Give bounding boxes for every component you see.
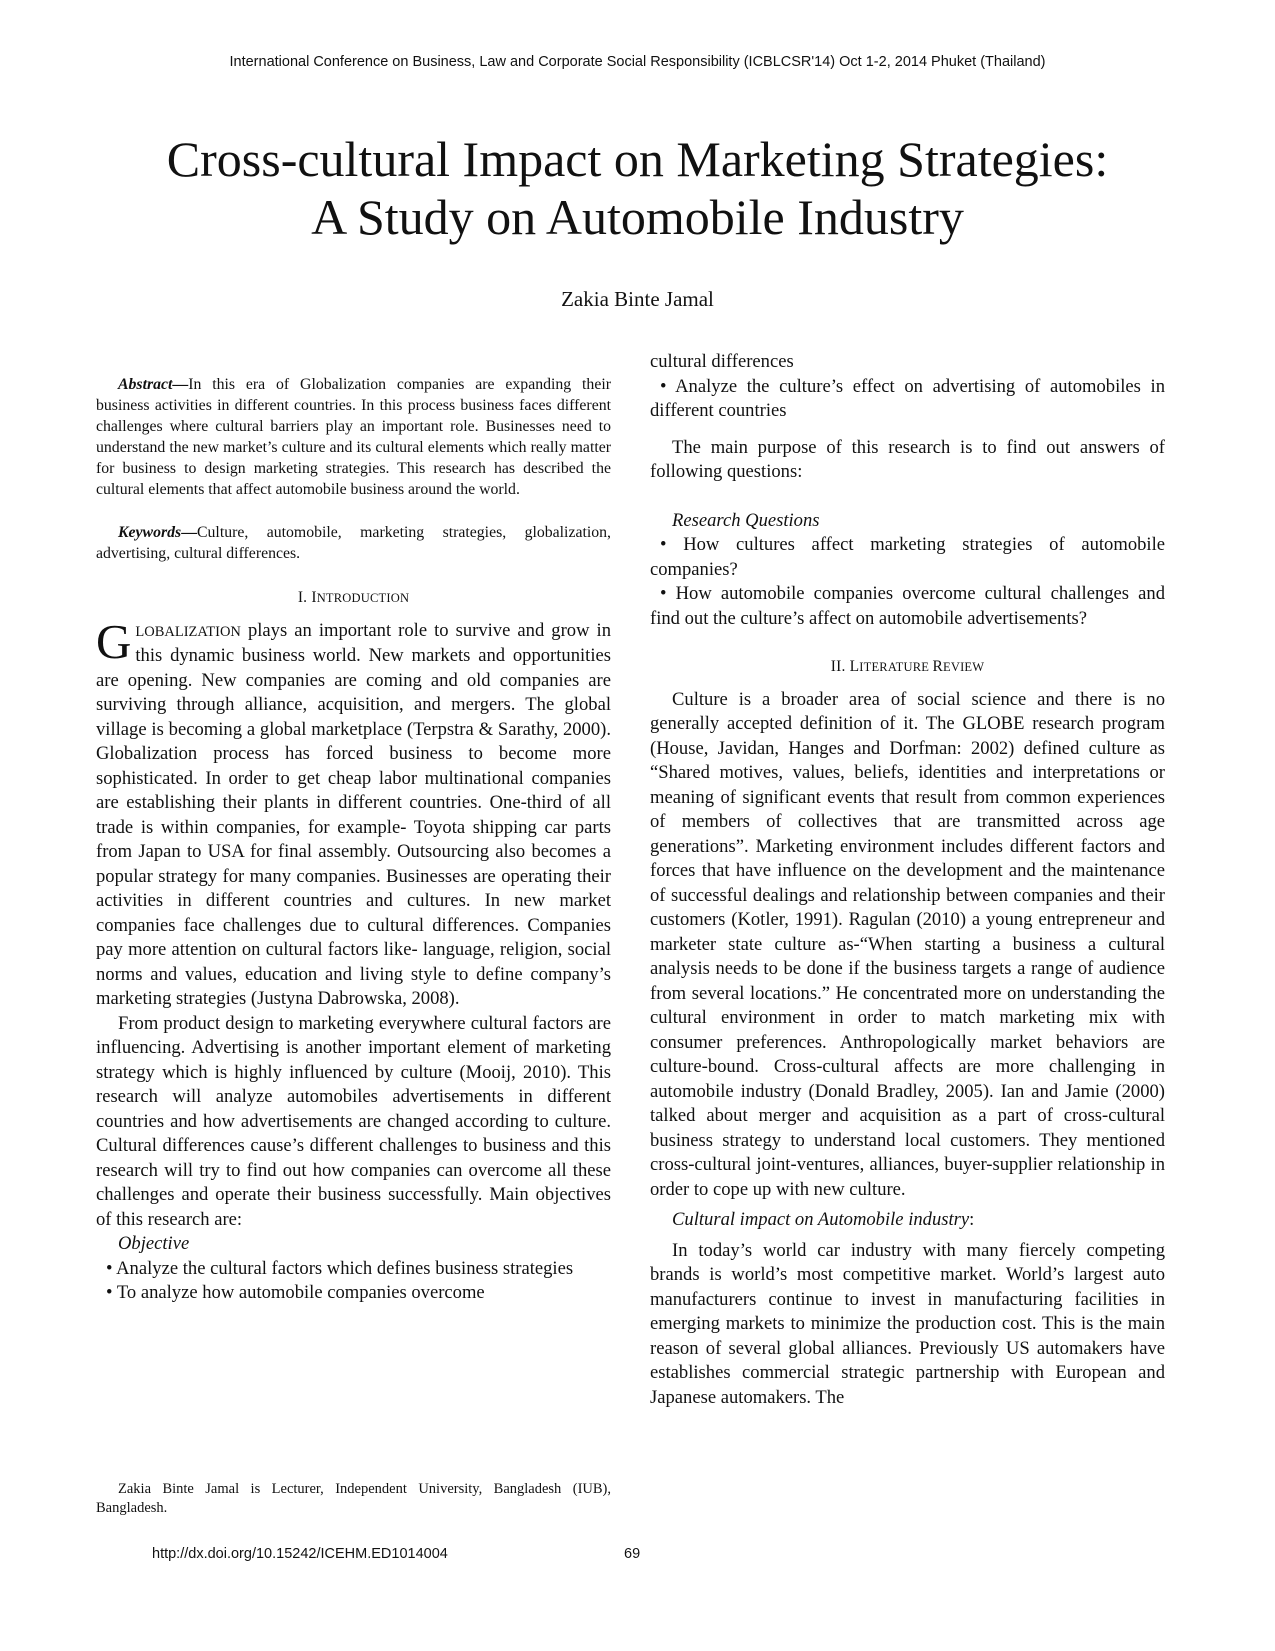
conference-header: International Conference on Business, Law and Corporate Social Responsibility (ICBLCSR'14) Oct 1-2, 2014 Phuket (Thailand) — [229, 54, 1046, 70]
purpose-paragraph: The main purpose of this research is to find out answers of following questions: — [650, 436, 1165, 482]
section-heading-literature-review: II. LITERATURE REVIEW — [830, 658, 985, 675]
intro-paragraph-1: GLOBALIZATION plays an important role to survive and grow in this dynamic business world. New markets and opportunities are opening. New companies are coming and old companies are surviving through alliance, acquisition, and mergers. The global village is becoming a global marketplace (Terpstra & Sarathy, 2000). Globalization process has forced business to become more sophisticated. In order to get cheap labor multinational companies are establishing their plants in different countries. One-third of all trade is within companies, for example- Toyota shipping car parts from Japan to USA for final assembly. Outsourcing also becomes a popular strategy for many companies. Businesses are operating their activities in different countries and cultures. In new market companies face challenges due to cultural differences. Companies pay more attention on cultural factors like- language, religion, social norms and values, education and living style to define company’s marketing strategies (Justyna Dabrowska, 2008). — [96, 613, 611, 1009]
doi-link[interactable]: http://dx.doi.org/10.15242/ICEHM.ED1014004 — [152, 1546, 448, 1562]
abstract-dash: — — [172, 376, 189, 393]
keywords-text: Culture, automobile, marketing strategies, globalization, advertising, cultural differences. — [96, 524, 611, 562]
abstract-label: Abstract — [118, 376, 173, 393]
section-heading-introduction: I. INTRODUCTION — [297, 589, 410, 606]
keywords-label: Keywords — [118, 524, 182, 541]
title-line-2: A Study on Automobile Industry — [311, 189, 964, 245]
author-footnote: Zakia Binte Jamal is Lecturer, Independent University, Bangladesh (IUB), Bangladesh. — [96, 1481, 611, 1516]
automobile-paragraph: In today’s world car industry with many fiercely competing brands is world’s most competitive market. World’s largest auto manufacturers continue to invest in manufacturing facilities in emerging markets to minimize the production cost. This is the main reason of several global alliances. Previously US automakers have establishes commercial strategic partnership with European and Japanese automakers. The — [650, 1239, 1165, 1408]
right-column — [650, 350, 1165, 1410]
subsection-heading: Cultural impact on Automobile industry: — [672, 1209, 975, 1230]
paper-title — [0, 130, 1275, 246]
page-number: 69 — [624, 1546, 641, 1562]
keywords-dash: — — [181, 524, 197, 541]
author-name: Zakia Binte Jamal — [561, 287, 714, 311]
literature-paragraph: Culture is a broader area of social science and there is no generally accepted definition of it. The GLOBE research program (House, Javidan, Hanges and Dorfman: 2002) defined culture as “Shared motives, values, beliefs, identities and interpretations or meaning of significant events that result from common experiences of members of collectives that are transmitted across age generations”. Marketing environment includes different factors and forces that have influence on the development and the maintenance of successful dealings and relationship between companies and their customers (Kotler, 1991). Ragulan (2010) a young entrepreneur and marketer state culture as-“When starting a business a cultural analysis needs to be done if the business targets a range of audience from several locations.” He concentrated more on understanding the cultural environment in order to match marketing mix with consumer preferences. Anthropologically market behaviors are culture-bound. Cross-cultural affects are more challenging in automobile industry (Donald Bradley, 2005). Ian and Jamie (2000) talked about merger and acquisition as a part of cross-cultural business strategy to understand local customers. They mentioned cross-cultural joint-ventures, alliances, buyer-supplier relationship in order to cope up with new culture. — [650, 688, 1165, 1200]
research-question-2: • How automobile companies overcome cultural challenges and find out the culture’s affect on automobile advertisements? — [650, 583, 1165, 629]
abstract — [96, 374, 611, 500]
abstract-text: In this era of Globalization companies are expanding their business activities in different countries. In this process business faces different challenges where cultural barriers play an important role. Businesses need to understand the new market’s culture and its cultural elements which really matter for business to design marketing strategies. This research has described the cultural elements that affect automobile business around the world. — [96, 376, 611, 498]
intro-paragraph-2: From product design to marketing everywhere cultural factors are influencing. Advertising is another important element of marketing strategy which is highly influenced by culture (Mooij, 2010). This research will analyze automobiles advertisements in different countries and how advertisements are changed according to culture. Cultural differences cause’s different challenges to business and this research will try to find out how companies can overcome all these challenges and operate their business successfully. Main objectives of this research are: — [96, 1012, 611, 1230]
research-questions-label: Research Questions — [672, 509, 820, 531]
left-column — [96, 356, 611, 1306]
research-question-1: • How cultures affect marketing strategies of automobile companies? — [650, 534, 1165, 580]
objective-bullet-2: • To analyze how automobile companies overcome — [106, 1282, 485, 1303]
objective-label: Objective — [118, 1233, 190, 1254]
smallcaps-word: LOBALIZATION — [135, 623, 241, 640]
objective-continuation: cultural differences — [650, 351, 794, 372]
title-line-1: Cross-cultural Impact on Marketing Strategies: — [166, 131, 1109, 187]
objective-bullet-3: • Analyze the culture’s effect on advertising of automobiles in different countries — [650, 375, 1165, 421]
keywords — [96, 522, 611, 564]
drop-cap: G — [96, 613, 132, 669]
objective-bullet-1: • Analyze the cultural factors which defines business strategies — [106, 1257, 574, 1279]
